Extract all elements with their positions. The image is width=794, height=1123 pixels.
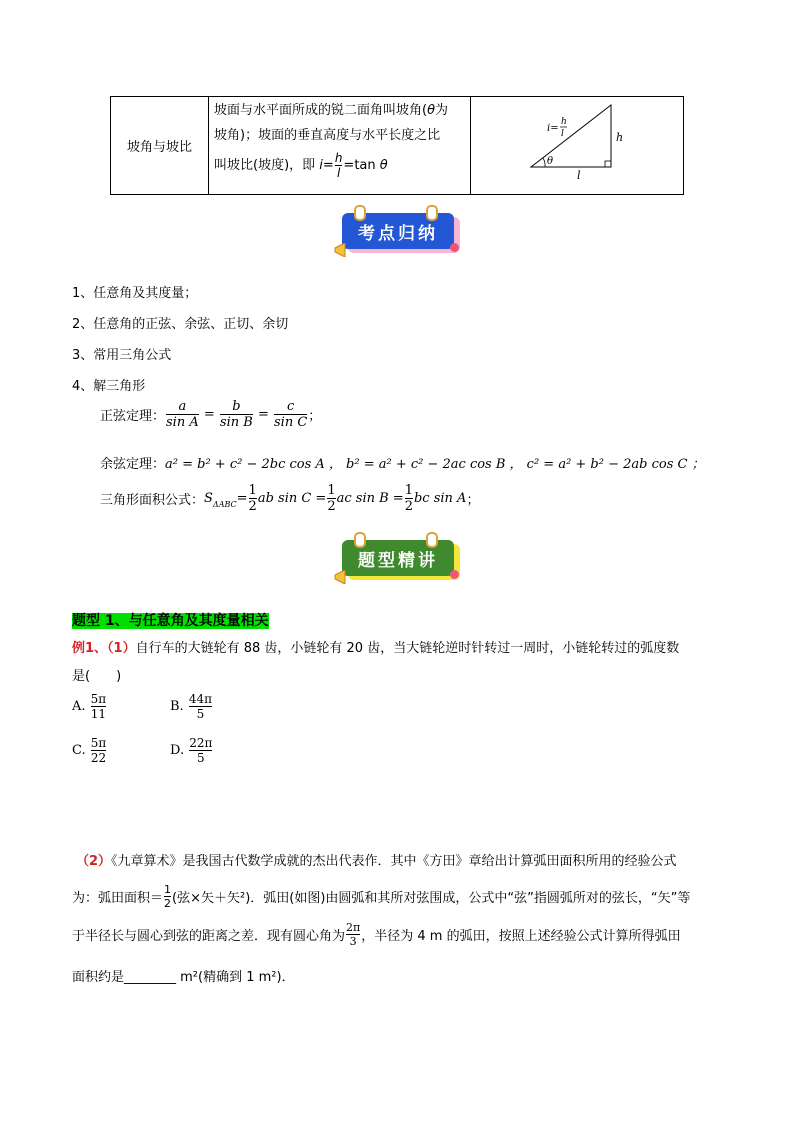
example2-line2: 为：弧田面积＝ $\frac{1}{2}$ (弦×矢＋矢²)．弧田(如图)由圆弧和其所对弦围成，公式中“弦”指圆弧所对的弦长，“矢”等 — [72, 883, 691, 910]
i-label: i= — [547, 123, 559, 134]
megaphone-icon — [334, 243, 348, 257]
option-b[interactable]: B. $\frac{44\pi}{5}$ — [170, 692, 212, 721]
cosine-law: 余弦定理：a² = b² + c² − 2bc cos A ， b² = a² + c² − 2ac cos B ， c² = a² + b² − 2ab cos C ； — [100, 457, 705, 472]
banner-key-points-label: 考点归纳 — [342, 213, 454, 249]
example2-line1: （2）《九章算术》是我国古代数学成就的杰出代表作．其中《方田》章给出计算弧田面积所用的经验公式 — [76, 854, 677, 869]
svg-text:h: h — [561, 117, 567, 127]
banner-examples-label: 题型精讲 — [342, 540, 454, 576]
option-a[interactable]: A. $\frac{5\pi}{11}$ — [72, 692, 107, 721]
area-formula: 三角形面积公式： S ΔABC = $\frac{1}{2}$ ab sin C = $\frac{1}{2}$ ac sin B = $\frac{1}{2}$ bc sin A ； — [100, 483, 480, 514]
point-4: 4、解三角形 — [72, 379, 146, 394]
right-triangle-figure — [471, 97, 684, 194]
example2-line3: 于半径长与圆心到弦的距离之差．现有圆心角为 $\frac{2\pi}{3}$ ，半径为 4 m 的弧田，按照上述经验公式计算所得弧田 — [72, 921, 681, 948]
point-3: 3、常用三角公式 — [72, 348, 172, 363]
svg-text:l: l — [561, 129, 564, 139]
banner-examples — [334, 532, 464, 590]
definition-table — [110, 96, 684, 195]
sine-law: 正弦定理： $\frac{a}{\text{sin A}}$ = $\frac{b}{\text{sin B}}$ = $\frac{c}{\text{sin C}}$ ； — [100, 399, 322, 430]
theta-label: θ — [547, 156, 554, 167]
h-label: h — [616, 131, 624, 144]
megaphone-icon — [334, 570, 348, 584]
option-c[interactable]: C. $\frac{5\pi}{22}$ — [72, 736, 107, 765]
banner-key-points — [334, 205, 464, 263]
l-label: l — [577, 169, 581, 182]
table-term: 坡角与坡比 — [111, 97, 209, 194]
example2-line4: 面积约是________ m²(精确到 1 m²)． — [72, 970, 295, 985]
table-description: 坡面与水平面所成的锐二面角叫坡角(θ为 坡角)；坡面的垂直高度与水平长度之比 叫坡比(坡度)，即 i= $\frac{h}{l}$ =tan θ — [208, 97, 471, 194]
section-title: 题型 1、与任意角及其度量相关 — [72, 613, 269, 629]
example1-line2: 是( ) — [72, 669, 122, 684]
point-2: 2、任意角的正弦、余弦、正切、余切 — [72, 317, 289, 332]
slope-figure — [471, 97, 684, 194]
point-1: 1、任意角及其度量； — [72, 286, 198, 301]
example1-line1: 例1、（1）自行车的大链轮有 88 齿，小链轮有 20 齿，当大链轮逆时针转过一周时，小链轮转过的弧度数 — [72, 641, 680, 656]
option-d[interactable]: D. $\frac{22\pi}{5}$ — [170, 736, 213, 765]
